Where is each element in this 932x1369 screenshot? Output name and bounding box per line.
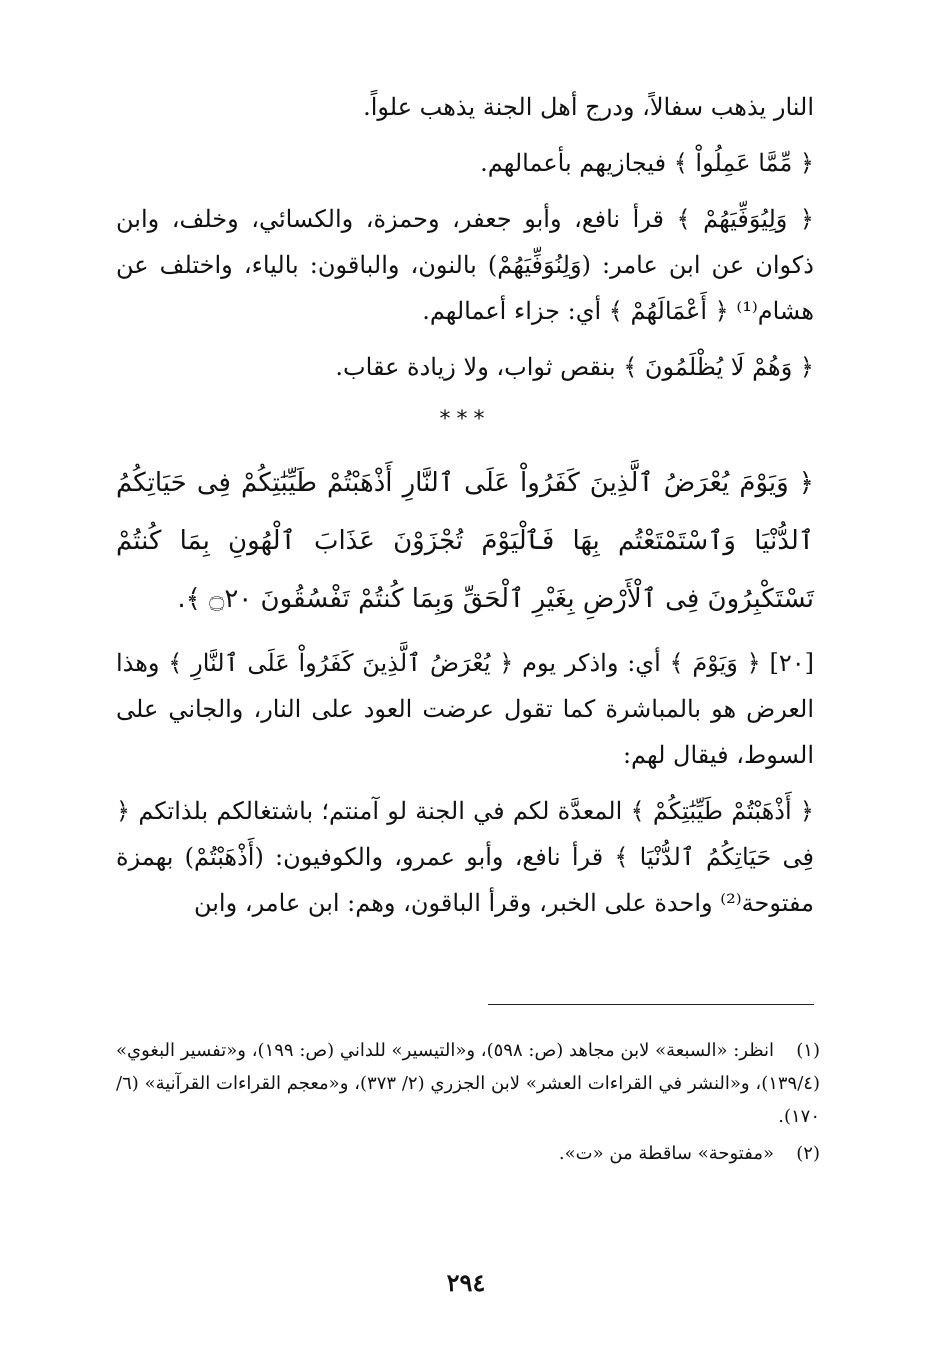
commentary-2: ﴿ أَذْهَبْتُمْ طَيِّبَٰتِكُمْ ﴾ المعدَّة لكم في الجنة لو آمنتم؛ باشتغالكم بلذاتكم ﴿ فِى حَيَاتِكُمُ ٱلدُّنْيَا ﴾ قرأ نافع، وأبو عمرو، والكوفيون: (أَذْهَبْتُمْ) بهمزة مفتوحة⁽²⁾ واحدة على الخبر، وقرأ الباقون، وهم: ابن عامر، وابن: [116, 797, 815, 917]
commentary-1: [٢٠] ﴿ وَيَوْمَ ﴾ أي: واذكر يوم ﴿ يُعْرَضُ ٱلَّذِينَ كَفَرُواْ عَلَى ٱلنَّارِ ﴾ وهذا العرض هو بالمباشرة كما تقول عرضت العود على النار، والجاني على السوط، فيقال لهم:: [116, 649, 814, 769]
footnote-1: [116, 1034, 820, 1133]
footnote-number: (٢): [796, 1143, 820, 1164]
paragraph-4: ﴿ وَهُمْ لَا يُظْلَمُونَ ﴾ بنقص ثواب، ولا زيادة عقاب.: [335, 353, 814, 381]
footnote-divider: [488, 1004, 814, 1005]
footnote-number: (١): [796, 1040, 820, 1061]
page-number: ٢٩٤: [446, 1268, 486, 1297]
paragraph-3: ﴿ وَلِيُوَفِّيَهُمْ ﴾ قرأ نافع، وأبو جعفر، وحمزة، والكسائي، وخلف، وابن ذكوان عن ابن عامر: (وَلِنُوَفِّيَهُمْ) بالنون، والباقون: بالياء، واختلف عن هشام⁽¹⁾ ﴿ أَعْمَالَهُمْ ﴾ أي: جزاء أعمالهم.: [116, 205, 814, 325]
footnote-text: «مفتوحة» ساقطة من «ت».: [558, 1143, 774, 1164]
section-separator: ***: [439, 407, 491, 432]
footnote-2: [116, 1137, 820, 1170]
paragraph-1: النار يذهب سفالاً، ودرج أهل الجنة يذهب علواً.: [363, 93, 814, 121]
paragraph-2: ﴿ مِّمَّا عَمِلُواْ ﴾ فيجازيهم بأعمالهم.: [480, 149, 814, 177]
footnotes: [116, 1034, 820, 1174]
footnote-text: انظر: «السبعة» لابن مجاهد (ص: ٥٩٨)، و«التيسير» للداني (ص: ١٩٩)، و«تفسير البغوي» (١٣٩/٤)، و«النشر في القراءات العشر» لابن الجزري (٢/ ٣٧٣)، و«معجم القراءات القرآنية» (٦/ ١٧٠).: [116, 1040, 820, 1127]
main-text: [116, 84, 814, 936]
quran-verse: ﴿ وَيَوْمَ يُعْرَضُ ٱلَّذِينَ كَفَرُواْ عَلَى ٱلنَّارِ أَذْهَبْتُمْ طَيِّبَٰتِكُمْ فِى حَيَاتِكُمُ ٱلدُّنْيَا وَٱسْتَمْتَعْتُم بِهَا فَٱلْيَوْمَ تُجْزَوْنَ عَذَابَ ٱلْهُونِ بِمَا كُنتُمْ تَسْتَكْبِرُونَ فِى ٱلْأَرْضِ بِغَيْرِ ٱلْحَقِّ وَبِمَا كُنتُمْ تَفْسُقُونَ ۝٢٠ ﴾.: [116, 468, 814, 614]
